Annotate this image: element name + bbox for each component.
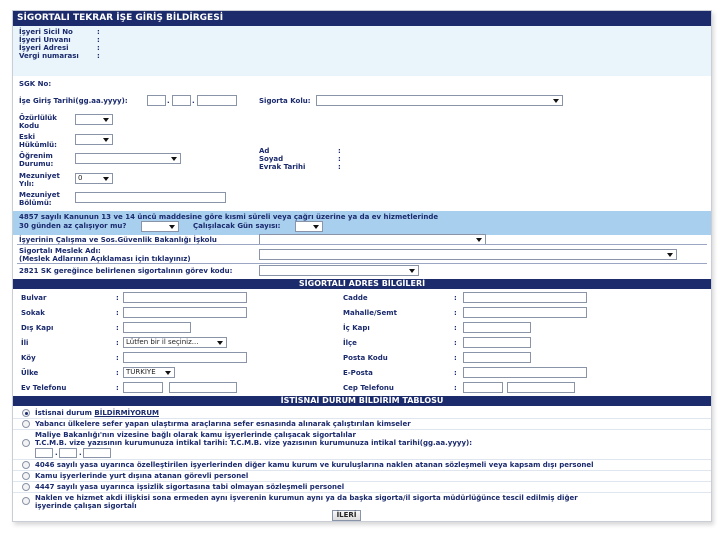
ulke-select[interactable]: [123, 367, 175, 378]
ulke-label: Ülke: [21, 369, 39, 377]
posta-kodu-colon: :: [454, 354, 457, 362]
exception-radio-3[interactable]: [22, 461, 30, 469]
mezuniyet-bolum-label-2: Bölümü:: [19, 199, 52, 207]
exception-radio-5[interactable]: [22, 483, 30, 491]
dis-kapi-colon: :: [116, 324, 119, 332]
cep-telefonu-colon: :: [454, 384, 457, 392]
chevron-down-icon: [103, 118, 109, 122]
ic-kapi-input[interactable]: [463, 322, 531, 333]
ev-telefonu-number-input[interactable]: [169, 382, 237, 393]
mezuniyet-yili-label-1: Mezuniyet: [19, 172, 60, 180]
employer-adres-colon: :: [97, 44, 100, 52]
soyad-colon: :: [338, 155, 341, 163]
ic-kapi-colon: :: [454, 324, 457, 332]
cadde-colon: :: [454, 294, 457, 302]
bulvar-colon: :: [116, 294, 119, 302]
ozurluluk-label-2: Kodu: [19, 122, 40, 130]
soyad-label: Soyad: [259, 155, 284, 163]
exception-opt2-line1: Maliye Bakanlığı'nın vizesine bağlı olarak kamu işyerlerinde çalışacak sigortalılar: [35, 431, 356, 439]
ilce-label: İlçe: [343, 339, 357, 347]
exception-opt6-line2: işyerinde çalışan sigortalı: [35, 502, 137, 510]
exception-radio-none[interactable]: [22, 409, 30, 417]
ozurluluk-label-1: Özürlülük: [19, 114, 57, 122]
mezuniyet-bolum-input[interactable]: [75, 192, 226, 203]
ise-giris-label: İşe Giriş Tarihi(gg.aa.yyyy):: [19, 97, 128, 105]
exception-radio-6[interactable]: [22, 497, 30, 505]
ev-telefonu-colon: :: [116, 384, 119, 392]
exception-radio-2[interactable]: [22, 439, 30, 447]
sokak-colon: :: [116, 309, 119, 317]
divider: [13, 429, 711, 430]
koy-colon: :: [116, 354, 119, 362]
sigorta-kolu-select[interactable]: [316, 95, 563, 106]
divider: [13, 481, 711, 482]
divider: [17, 244, 707, 245]
ulke-select-value: TÜRKİYE: [126, 368, 156, 376]
divider: [13, 459, 711, 460]
exception-opt6-line1: Naklen ve hizmet akdi ilişkisi sona ermeden aynı işverenin kurumun aynı ya da başka sigorta/il sigorta müdürlüğünce tescil edilmiş diğer: [35, 494, 578, 502]
chevron-down-icon: [217, 341, 223, 345]
exception-opt3-label: 4046 sayılı yasa uyarınca özelleştirilen işyerlerinden diğer kamu kurum ve kuruluşlarına naklen atanan sözleşmeli veya kapsam dışı personel: [35, 461, 594, 469]
sokak-label: Sokak: [21, 309, 45, 317]
part-time-select[interactable]: [141, 221, 179, 232]
gorev-kodu-label: 2821 SK gereğince belirlenen sigortalının görev kodu:: [19, 267, 233, 275]
ev-telefonu-area-input[interactable]: [123, 382, 163, 393]
vize-year-input[interactable]: [83, 448, 111, 458]
mahalle-colon: :: [454, 309, 457, 317]
eski-hukumlu-select[interactable]: [75, 134, 113, 145]
chevron-down-icon: [667, 253, 673, 257]
mezuniyet-bolum-label-1: Mezuniyet: [19, 191, 60, 199]
chevron-down-icon: [476, 238, 482, 242]
days-label: Çalışılacak Gün sayısı:: [193, 222, 281, 230]
dis-kapi-label: Dış Kapı: [21, 324, 54, 332]
meslek-label: Sigortalı Meslek Adı:: [19, 247, 101, 255]
cep-telefonu-number-input[interactable]: [507, 382, 575, 393]
bildirmiyorum-link[interactable]: BİLDİRMİYORUM: [94, 409, 159, 417]
chevron-down-icon: [169, 225, 175, 229]
divider: [13, 418, 711, 419]
chevron-down-icon: [103, 138, 109, 142]
eposta-colon: :: [454, 369, 457, 377]
posta-kodu-label: Posta Kodu: [343, 354, 388, 362]
exceptions-section-title: İSTİSNAİ DURUM BİLDİRİM TABLOSU: [13, 396, 711, 406]
mahalle-label: Mahalle/Semt: [343, 309, 397, 317]
part-time-question: 30 günden az çalışıyor mu?: [19, 222, 127, 230]
bulvar-label: Bulvar: [21, 294, 47, 302]
evrak-tarihi-label: Evrak Tarihi: [259, 163, 306, 171]
ad-colon: :: [338, 147, 341, 155]
chevron-down-icon: [165, 371, 171, 375]
form-frame: [12, 10, 712, 522]
divider: [13, 470, 711, 471]
exception-radio-1[interactable]: [22, 420, 30, 428]
employer-vergi-label: Vergi numarası: [19, 52, 79, 60]
ilce-colon: :: [454, 339, 457, 347]
next-button[interactable]: İLERİ: [332, 510, 361, 521]
posta-kodu-input[interactable]: [463, 352, 531, 363]
cadde-label: Cadde: [343, 294, 368, 302]
vize-month-input[interactable]: [59, 448, 77, 458]
gorev-kodu-select[interactable]: [259, 265, 419, 276]
employer-unvan-colon: :: [97, 36, 100, 44]
ic-kapi-label: İç Kapı: [343, 324, 370, 332]
employer-sicil-label: İşyeri Sicil No: [19, 28, 73, 36]
giris-month-input[interactable]: [172, 95, 191, 106]
form-title: SİGORTALI TEKRAR İŞE GİRİŞ BİLDİRGESİ: [13, 11, 711, 26]
divider: [13, 492, 711, 493]
cadde-input[interactable]: [463, 292, 587, 303]
vize-date-sep2: .: [79, 449, 82, 457]
employer-info-panel: [13, 26, 711, 76]
il-colon: :: [116, 339, 119, 347]
cep-telefonu-label: Cep Telefonu: [343, 384, 394, 392]
eski-hukumlu-label-2: Hükümlü:: [19, 141, 57, 149]
koy-input[interactable]: [123, 352, 247, 363]
sgk-no-label: SGK No:: [19, 80, 52, 88]
cep-telefonu-area-input[interactable]: [463, 382, 503, 393]
dis-kapi-input[interactable]: [123, 322, 191, 333]
il-select-value: Lütfen bir il seçiniz...: [126, 338, 199, 346]
exception-opt4-label: Kamu işyerlerinde yurt dışına atanan görevli personel: [35, 472, 249, 480]
giris-sep2: .: [192, 97, 195, 105]
address-section-title: SİGORTALI ADRES BİLGİLERİ: [13, 279, 711, 289]
vize-date-sep1: .: [55, 449, 58, 457]
exception-opt5-label: 4447 sayılı yasa uyarınca işsizlik sigortasına tabi olmayan sözleşmeli personel: [35, 483, 345, 491]
meslek-select[interactable]: [259, 249, 677, 260]
giris-sep1: .: [167, 97, 170, 105]
ogrenim-label-1: Öğrenim: [19, 152, 53, 160]
chevron-down-icon: [313, 225, 319, 229]
ilce-input[interactable]: [463, 337, 531, 348]
koy-label: Köy: [21, 354, 36, 362]
mezuniyet-yili-select[interactable]: [75, 173, 113, 184]
eposta-label: E-Posta: [343, 369, 373, 377]
giris-year-input[interactable]: [197, 95, 237, 106]
exception-none-prefix: İstisnai durum: [35, 409, 92, 417]
sigorta-kolu-label: Sigorta Kolu:: [259, 97, 311, 105]
chevron-down-icon: [553, 99, 559, 103]
employer-adres-label: İşyeri Adresi: [19, 44, 69, 52]
exception-opt2-line2: T.C.M.B. vize yazısının kurumunuza intikal tarihi: T.C.M.B. vize yazısının kurumunuza intikal tarihi(gg.aa.yyyy):: [35, 439, 473, 447]
ad-label: Ad: [259, 147, 270, 155]
bulvar-input[interactable]: [123, 292, 247, 303]
chevron-down-icon: [409, 269, 415, 273]
sokak-input[interactable]: [123, 307, 247, 318]
giris-day-input[interactable]: [147, 95, 166, 106]
chevron-down-icon: [171, 157, 177, 161]
il-label: İli: [21, 339, 29, 347]
ozurluluk-select[interactable]: [75, 114, 113, 125]
mezuniyet-yili-value: 0: [78, 174, 83, 182]
chevron-down-icon: [103, 177, 109, 181]
exception-radio-4[interactable]: [22, 472, 30, 480]
ogrenim-select[interactable]: [75, 153, 181, 164]
exception-opt1-label: Yabancı ülkelere sefer yapan ulaştırma araçlarına sefer esnasında alınarak çalıştırılan kimseler: [35, 420, 411, 428]
meslek-hint-link[interactable]: (Meslek Adlarının Açıklaması için tıklayınız): [19, 255, 191, 263]
evrak-tarihi-colon: :: [338, 163, 341, 171]
vize-day-input[interactable]: [35, 448, 53, 458]
divider: [17, 263, 707, 264]
ulke-colon: :: [116, 369, 119, 377]
ogrenim-label-2: Durumu:: [19, 160, 54, 168]
employer-sicil-colon: :: [97, 28, 100, 36]
exception-none-label: [35, 409, 159, 417]
ev-telefonu-label: Ev Telefonu: [21, 384, 67, 392]
mezuniyet-yili-label-2: Yılı:: [19, 180, 35, 188]
iskolu-label: İşyerinin Çalışma ve Sos.Güvenlik Bakanlığı İşkolu: [19, 236, 217, 244]
employer-unvan-label: İşyeri Unvanı: [19, 36, 71, 44]
eposta-input[interactable]: [463, 367, 587, 378]
days-select[interactable]: [295, 221, 323, 232]
employer-vergi-colon: :: [97, 52, 100, 60]
il-select[interactable]: [123, 337, 227, 348]
part-time-line1: 4857 sayılı Kanunun 13 ve 14 üncü maddesine göre kısmi süreli veya çağrı üzerine ya da ev hizmetlerinde: [19, 213, 439, 221]
mahalle-input[interactable]: [463, 307, 587, 318]
eski-hukumlu-label-1: Eski: [19, 133, 36, 141]
